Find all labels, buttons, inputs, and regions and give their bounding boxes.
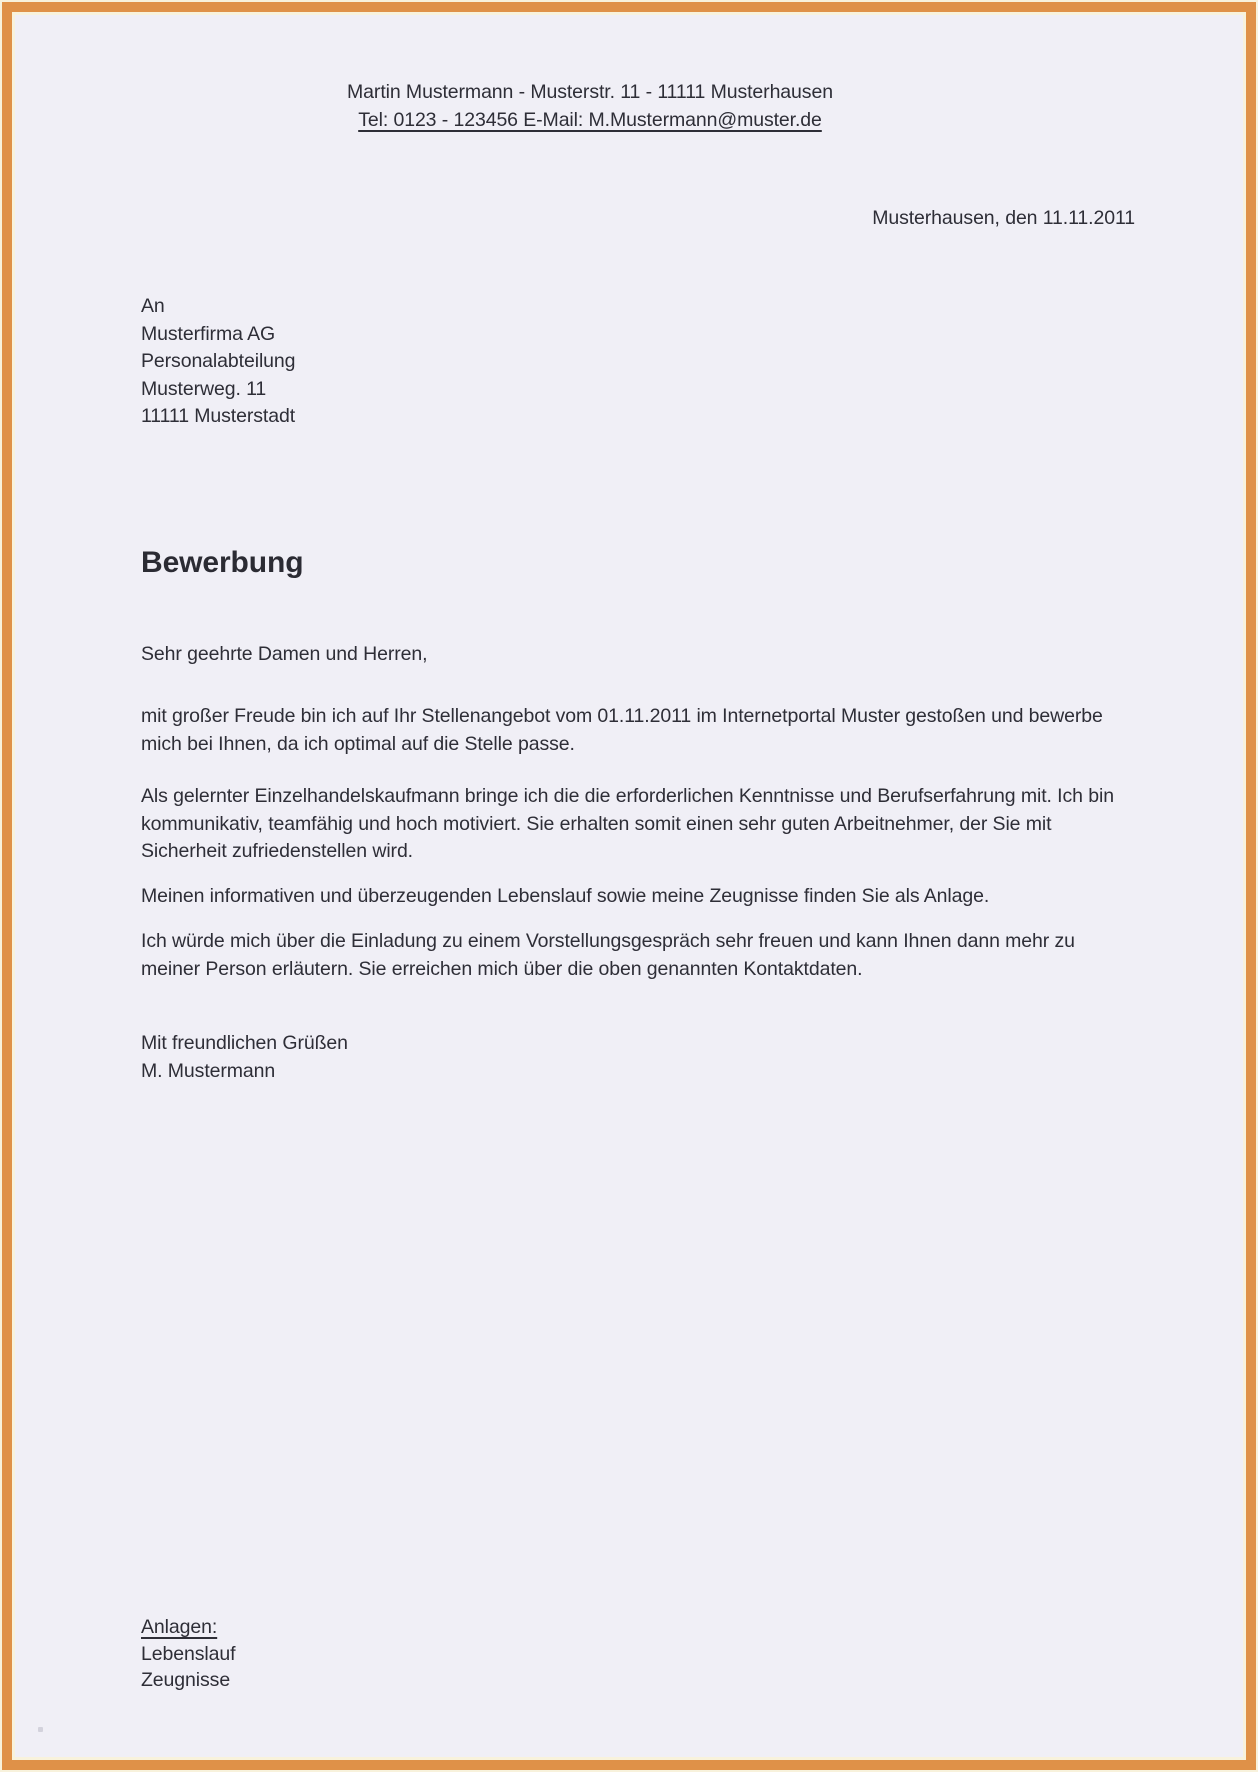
enclosure-item: Zeugnisse	[141, 1669, 231, 1691]
enclosures-label: Anlagen:	[141, 1616, 218, 1638]
recipient-line: Personalabteilung	[141, 350, 296, 372]
body-paragraph: Ich würde mich über die Einladung zu einem Vorstellungsgespräch sehr freuen und kann Ihnen dann mehr zu meiner Person erläutern. Sie erreichen mich über die oben genannten Kontaktdaten.	[141, 930, 1075, 980]
closing-phrase: Mit freundlichen Grüßen	[141, 1032, 348, 1054]
stray-scan-artifact	[38, 1727, 43, 1732]
sender-address-line: Martin Mustermann - Musterstr. 11 - 11111 Musterhausen	[347, 81, 833, 103]
body-paragraph: Als gelernter Einzelhandelskaufmann bringe ich die die erforderlichen Kenntnisse und Berufserfahrung mit. Ich bin kommunikativ, teamfähig und hoch motiviert. Sie erhalten somit einen sehr guten Arbeitnehmer, der Sie mit Sicherheit zufriedenstellen wird.	[141, 785, 1114, 862]
recipient-line: Musterweg. 11	[141, 377, 267, 400]
recipient-address-block	[141, 293, 641, 431]
body-paragraph: Meinen informativen und überzeugenden Lebenslauf sowie meine Zeugnisse finden Sie als Anlage.	[141, 885, 990, 907]
enclosures-block	[141, 1614, 541, 1694]
enclosure-item: Lebenslauf	[141, 1642, 236, 1665]
sender-contact-line: Tel: 0123 - 123456 E-Mail: M.Mustermann@muster.de	[358, 109, 822, 131]
date-line: Musterhausen, den 11.11.2011	[872, 207, 1135, 229]
body-paragraph: mit großer Freude bin ich auf Ihr Stellenangebot vom 01.11.2011 im Internetportal Muster gestoßen und bewerbe mich bei Ihnen, da ich optimal auf die Stelle passe.	[141, 705, 1103, 755]
salutation: Sehr geehrte Damen und Herren,	[141, 643, 428, 665]
signature-name: M. Mustermann	[141, 1059, 276, 1082]
recipient-line: 11111 Musterstadt	[141, 405, 296, 427]
recipient-line: Musterfirma AG	[141, 322, 276, 345]
sender-header	[140, 78, 1040, 134]
closing-block	[141, 1030, 741, 1085]
subject-heading: Bewerbung	[141, 546, 304, 579]
recipient-line: An	[141, 295, 165, 317]
